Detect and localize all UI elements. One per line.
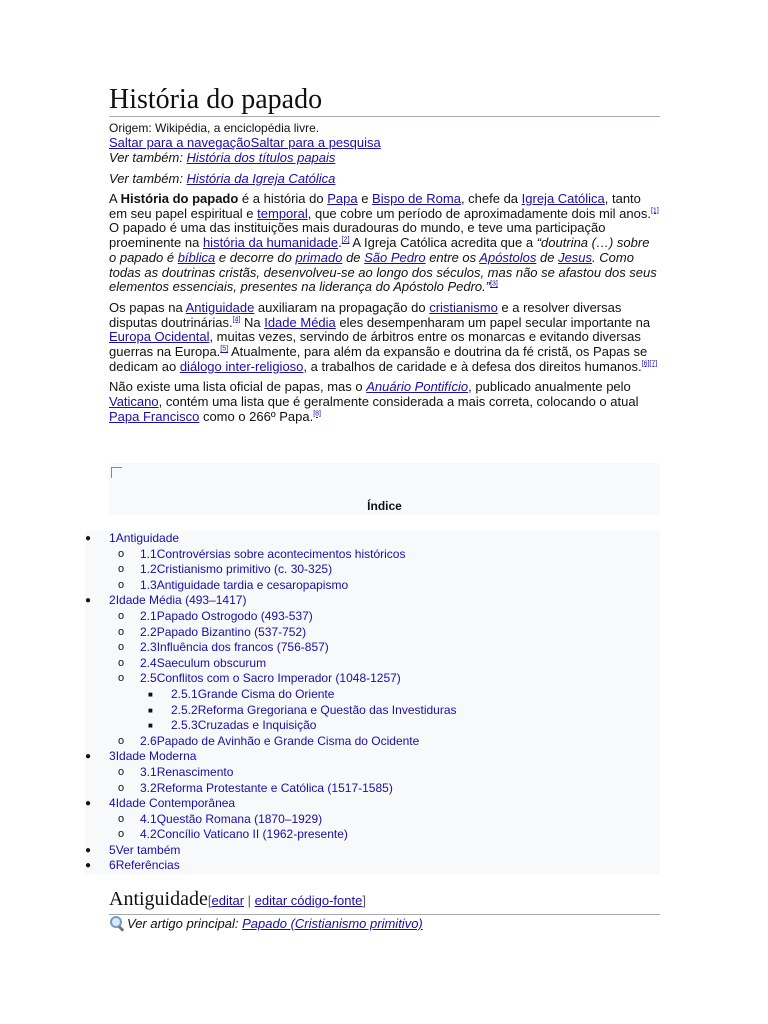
citation-3[interactable]: [3] xyxy=(490,280,498,288)
link-papa[interactable]: Papa xyxy=(327,191,358,206)
link-bispo-de-roma[interactable]: Bispo de Roma xyxy=(372,191,461,206)
toc-item[interactable] xyxy=(85,562,660,578)
see-also-note xyxy=(109,171,660,186)
toc-item-label: Questão Romana (1870–1929) xyxy=(156,811,323,826)
bullet-icon: ● xyxy=(85,798,92,810)
toc-item-number: 3.2 xyxy=(140,780,157,795)
toc-item-link[interactable] xyxy=(171,703,457,719)
toc-item[interactable] xyxy=(85,734,660,750)
toc-item[interactable] xyxy=(85,765,660,781)
toc-item-label: Grande Cisma do Oriente xyxy=(197,686,335,701)
toc-item-label: Cristianismo primitivo (c. 30-325) xyxy=(156,562,333,577)
link-igreja-catolica[interactable]: Igreja Católica xyxy=(521,191,605,206)
toc-item[interactable] xyxy=(85,671,660,687)
intro-paragraph-2: Os papas na Antiguidade auxiliaram na propagação do cristianismo e a resolver diversas disputas doutrinárias.[4] Na Idade Média eles desempenharam um papel secular importante na Europa Ocidental, muitas vezes, servindo de árbitros entre os monarcas e evitando diversas guerras na Europa.[5] Atualmente, para além da expansão e doutrina da fé cristã, os Papas se dedicam ao diálogo inter-religioso, a trabalhos de caridade e à defesa dos direitos humanos.[6][7] xyxy=(109,299,658,374)
toc-item[interactable] xyxy=(85,858,660,874)
edit-link[interactable]: editar xyxy=(211,893,245,908)
link-papa-francisco[interactable]: Papa Francisco xyxy=(109,408,200,424)
toc-item-number: 3 xyxy=(109,749,116,764)
toc-item-number: 1 xyxy=(109,531,116,545)
toc-item-number: 2.5.3 xyxy=(171,718,198,733)
bullet-icon: ● xyxy=(85,533,92,544)
main-article-note xyxy=(109,916,423,932)
intro-paragraph-1: A História do papado é a história do Papa e Bispo de Roma, chefe da Igreja Católica, tanto em seu papel espiritual e temporal, que cobre um período de aproximadamente dois mil anos.[1] O papado é uma das instituições mais duradouras do mundo, e teve uma participação proeminente na história da humanidade.[2] A Igreja Católica acredita que a “doutrina (…) sobre o papado é bíblica e decorre do primado de São Pedro entre os Apóstolos de Jesus. Como todas as doutrinas cristãs, desenvolveu-se ao longo dos séculos, mas não se afastou dos seus elementos essenciais, presentes na liderança do Apóstolo Pedro.”[3] xyxy=(109,191,659,295)
toc-list xyxy=(85,531,660,874)
link-europa-ocidental[interactable]: Europa Ocidental xyxy=(109,329,210,345)
toc-item-link[interactable] xyxy=(140,609,313,625)
magnifier-icon xyxy=(109,916,125,930)
link-idade-media[interactable]: Idade Média xyxy=(264,314,336,330)
citation-8[interactable]: [8] xyxy=(313,410,322,418)
toc-item-link[interactable] xyxy=(171,687,334,703)
toc-item-label: Idade Contemporânea xyxy=(115,796,236,811)
toc-item[interactable] xyxy=(85,609,660,625)
toc-item-number: 4 xyxy=(109,796,116,811)
toc-item-number: 2.6 xyxy=(140,733,157,748)
toc-item-link[interactable] xyxy=(140,625,306,641)
toc-item[interactable] xyxy=(85,812,660,828)
section-edit-links: [editar | editar código-fonte] xyxy=(207,893,366,908)
bullet-icon: ● xyxy=(85,844,92,856)
bullet-icon: ■ xyxy=(148,689,153,699)
toc-item-link[interactable] xyxy=(109,796,235,812)
citation-6[interactable]: [6] xyxy=(641,360,650,368)
toc-item[interactable] xyxy=(85,656,660,672)
site-subtitle: Origem: Wikipédia, a enciclopédia livre. xyxy=(109,121,320,135)
toc-item[interactable] xyxy=(85,749,660,765)
toc-item-link[interactable] xyxy=(109,593,246,609)
toc-item-link[interactable] xyxy=(109,749,196,765)
toc-item-label: Papado Ostrogodo (493-537) xyxy=(156,608,313,623)
toc-item-number: 2.3 xyxy=(140,640,157,655)
see-also-link-igreja[interactable]: História da Igreja Católica xyxy=(186,171,336,186)
main-article-link[interactable]: Papado (Cristianismo primitivo) xyxy=(242,916,423,931)
bullet-icon: ■ xyxy=(148,721,153,731)
toc-item-label: Renascimento xyxy=(156,764,234,779)
toc-item-label: Reforma Gregoriana e Questão das Investiduras xyxy=(197,702,457,717)
toc-item-link[interactable] xyxy=(140,578,348,594)
bullet-icon: ● xyxy=(85,595,92,607)
intro-paragraph-3: Não existe uma lista oficial de papas, mas o Anuário Pontifício, publicado anualmente pelo Vaticano, contém uma lista que é geralmente considerada a mais correta, colocando o atual Papa Francisco como o 266º Papa.[8] xyxy=(109,379,639,424)
bullet-icon: o xyxy=(118,812,125,825)
toc-item-link[interactable] xyxy=(140,734,419,750)
toc-item-link[interactable] xyxy=(171,718,316,734)
link-sao-pedro[interactable]: São Pedro xyxy=(364,249,426,265)
toc-item-link[interactable] xyxy=(140,765,233,781)
toc-item-label: Controvérsias sobre acontecimentos históricos xyxy=(156,546,406,561)
toc-item[interactable] xyxy=(85,531,660,547)
toc-item-number: 1.2 xyxy=(140,562,157,577)
toc-item-label: Idade Moderna xyxy=(115,749,197,764)
link-apostolos[interactable]: Apóstolos xyxy=(479,249,537,265)
link-vaticano[interactable]: Vaticano xyxy=(109,394,159,410)
toc-item-link[interactable] xyxy=(140,827,348,843)
toc-item[interactable] xyxy=(85,827,660,843)
citation-7[interactable]: [7] xyxy=(649,360,658,368)
toc-item-link[interactable] xyxy=(140,656,266,672)
bullet-icon: o xyxy=(118,734,125,747)
bullet-icon: o xyxy=(118,641,125,654)
toc-item[interactable] xyxy=(85,718,660,734)
bullet-icon: o xyxy=(118,765,125,778)
link-biblica[interactable]: bíblica xyxy=(177,249,216,265)
section-heading-antiguidade xyxy=(109,887,660,915)
toc-item-number: 2.4 xyxy=(140,655,157,670)
bullet-icon: o xyxy=(118,781,125,794)
toc-item-link[interactable] xyxy=(140,562,332,578)
toc-item-number: 1.3 xyxy=(140,577,157,592)
toc-item-number: 2.5.1 xyxy=(171,686,198,701)
edit-source-link[interactable]: editar código-fonte xyxy=(254,893,363,908)
toc-item-number: 2 xyxy=(109,593,116,608)
toc-toggle-checkbox[interactable] xyxy=(111,467,122,478)
bullet-icon: o xyxy=(118,625,125,638)
toc-item-label: Saeculum obscurum xyxy=(156,655,267,670)
skip-to-search-link[interactable]: Saltar para a pesquisa xyxy=(250,135,381,150)
toc-item-label: Influência dos francos (756-857) xyxy=(156,640,329,655)
bullet-icon: o xyxy=(118,547,125,560)
toc-item-link[interactable] xyxy=(140,781,393,797)
citation-2[interactable]: [2] xyxy=(341,236,350,244)
toc-item-label: Antiguidade xyxy=(115,531,180,545)
see-also-note xyxy=(109,150,660,165)
toc-item[interactable] xyxy=(85,625,660,641)
toc-item-number: 4.1 xyxy=(140,811,157,826)
see-also-prefix: Ver também: xyxy=(109,150,187,165)
toc-item[interactable] xyxy=(85,593,660,609)
bullet-icon: o xyxy=(118,609,125,622)
link-cristianismo[interactable]: cristianismo xyxy=(429,299,498,315)
table-of-contents-header xyxy=(109,463,660,515)
toc-item-label: Ver também xyxy=(115,842,181,857)
toc-item-number: 6 xyxy=(109,858,116,873)
link-jesus[interactable]: Jesus xyxy=(558,249,593,265)
see-also-prefix: Ver também: xyxy=(109,171,187,186)
toc-item-number: 1.1 xyxy=(140,546,157,561)
bullet-icon: ● xyxy=(85,860,92,872)
bullet-icon: o xyxy=(118,828,125,841)
citation-5[interactable]: [5] xyxy=(220,345,229,353)
toc-item-number: 2.5 xyxy=(140,671,157,686)
toc-item-number: 5 xyxy=(109,842,116,857)
link-dialogo-inter-religioso[interactable]: diálogo inter-religioso xyxy=(179,358,304,374)
link-primado[interactable]: primado xyxy=(295,249,343,265)
toc-item[interactable] xyxy=(85,640,660,656)
skip-links xyxy=(109,135,660,150)
toc-item[interactable] xyxy=(85,781,660,797)
toc-item[interactable] xyxy=(85,796,660,812)
bullet-icon: o xyxy=(118,672,125,685)
toc-item-link[interactable] xyxy=(140,671,401,687)
bullet-icon: o xyxy=(118,578,125,591)
see-also-link-titulos[interactable]: História dos títulos papais xyxy=(186,150,336,165)
citation-4[interactable]: [4] xyxy=(232,316,241,324)
toc-item-label: Concílio Vaticano II (1962-presente) xyxy=(156,827,348,842)
toc-item-label: Antiguidade tardia e cesaropapismo xyxy=(156,577,349,592)
toc-item-link[interactable] xyxy=(109,843,180,859)
toc-item-link[interactable] xyxy=(140,812,322,828)
toc-item-label: Referências xyxy=(115,858,180,873)
toc-item[interactable] xyxy=(85,578,660,594)
toc-item-label: Conflitos com o Sacro Imperador (1048-1257) xyxy=(156,671,401,686)
toc-item[interactable] xyxy=(85,843,660,859)
toc-item-number: 3.1 xyxy=(140,764,157,779)
toc-item-number: 2.2 xyxy=(140,624,157,639)
bullet-icon: o xyxy=(118,563,125,576)
link-historia-humanidade[interactable]: história da humanidade xyxy=(202,235,339,251)
toc-item-link[interactable] xyxy=(140,547,405,563)
toc-item-label: Papado Bizantino (537-752) xyxy=(156,624,307,639)
article-subject: História do papado xyxy=(120,191,239,206)
section-title: Antiguidade xyxy=(109,888,208,910)
toc-item[interactable] xyxy=(85,687,660,703)
article-content xyxy=(109,84,660,425)
bullet-icon: ■ xyxy=(148,705,153,715)
page-title: História do papado xyxy=(109,84,660,117)
toc-item-link[interactable] xyxy=(109,858,180,874)
toc-item[interactable] xyxy=(85,703,660,719)
toc-title: Índice xyxy=(367,499,402,513)
bullet-icon: ● xyxy=(85,751,92,763)
skip-to-navigation-link[interactable]: Saltar para a navegação xyxy=(109,135,251,150)
toc-item-number: 2.1 xyxy=(140,608,157,623)
toc-item-label: Reforma Protestante e Católica (1517-1585) xyxy=(156,780,393,795)
toc-item-link[interactable] xyxy=(109,531,179,547)
main-article-prefix: Ver artigo principal: xyxy=(127,916,243,931)
toc-item-link[interactable] xyxy=(140,640,329,656)
link-antiguidade[interactable]: Antiguidade xyxy=(185,299,255,315)
link-temporal[interactable]: temporal xyxy=(257,205,308,221)
link-anuario-pontificio[interactable]: Anuário Pontifício xyxy=(366,379,469,395)
citation-1[interactable]: [1] xyxy=(650,207,659,215)
toc-item-label: Idade Média (493–1417) xyxy=(115,593,247,608)
toc-item[interactable] xyxy=(85,547,660,563)
toc-item-label: Papado de Avinhão e Grande Cisma do Ocidente xyxy=(156,733,420,748)
bullet-icon: o xyxy=(118,656,125,669)
toc-item-number: 2.5.2 xyxy=(171,702,198,717)
toc-item-label: Cruzadas e Inquisição xyxy=(197,718,317,733)
toc-item-number: 4.2 xyxy=(140,827,157,842)
